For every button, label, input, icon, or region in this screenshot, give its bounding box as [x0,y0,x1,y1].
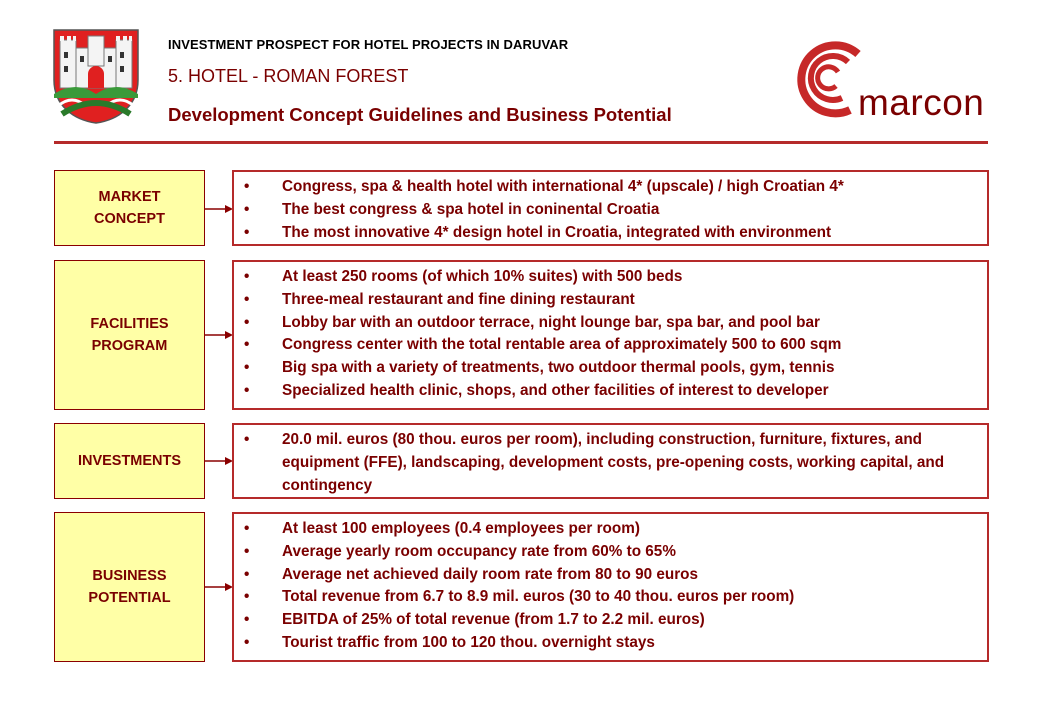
arrow-right-icon [205,581,233,593]
facilities-item: • Three-meal restaurant and fine dining restaurant [244,289,983,312]
business-item: • Total revenue from 6.7 to 8.9 mil. euros (30 to 40 thou. euros per room) [244,586,983,609]
arrow-right-icon [205,203,233,215]
facilities-item: • Big spa with a variety of treatments, two outdoor thermal pools, gym, tennis [244,357,983,380]
facilities-program-box [232,260,989,410]
investments-box [232,423,989,499]
business-item: • Tourist traffic from 100 to 120 thou. overnight stays [244,632,983,655]
market-concept-item: • The most innovative 4* design hotel in Croatia, integrated with environment [244,222,983,245]
business-item: • Average yearly room occupancy rate from 60% to 65% [244,541,983,564]
business-item: • Average net achieved daily room rate from 80 to 90 euros [244,564,983,587]
header-divider [54,141,988,144]
market-concept-box [232,170,989,246]
investments-label [54,423,205,499]
investments-item: • 20.0 mil. euros (80 thou. euros per room), including construction, furniture, fixtures, and equipment (FFE), landscaping, development costs, pre-opening costs, working capital, and contingency [244,429,983,497]
business-potential-label-text: BUSINESS POTENTIAL [88,568,171,606]
facilities-program-label [54,260,205,410]
market-concept-label [54,170,205,246]
page-title: 5. HOTEL - ROMAN FOREST [168,66,409,86]
business-item: • EBITDA of 25% of total revenue (from 1.7 to 2.2 mil. euros) [244,609,983,632]
business-item: • At least 100 employees (0.4 employees per room) [244,518,983,541]
arrow-right-icon [205,329,233,341]
market-concept-item: • The best congress & spa hotel in coninental Croatia [244,199,983,222]
investments-label-text: INVESTMENTS [77,453,182,469]
document-supertitle: INVESTMENT PROSPECT FOR HOTEL PROJECTS IN DARUVAR [168,37,569,52]
arrow-right-icon [205,455,233,467]
marcon-logo-text: marcon [858,82,985,123]
coat-of-arms-icon [52,28,140,124]
page-subtitle: Development Concept Guidelines and Business Potential [168,104,672,125]
facilities-item: • At least 250 rooms (of which 10% suites) with 500 beds [244,266,983,289]
business-potential-box [232,512,989,662]
facilities-program-label-text: FACILITIES PROGRAM [90,316,169,354]
business-potential-label [54,512,205,662]
facilities-item: • Lobby bar with an outdoor terrace, night lounge bar, spa bar, and pool bar [244,312,983,335]
market-concept-label-text: MARKET CONCEPT [94,189,165,227]
facilities-item: • Specialized health clinic, shops, and other facilities of interest to developer [244,380,983,403]
facilities-item: • Congress center with the total rentable area of approximately 500 to 600 sqm [244,334,983,357]
market-concept-item: • Congress, spa & health hotel with international 4* (upscale) / high Croatian 4* [244,176,983,199]
